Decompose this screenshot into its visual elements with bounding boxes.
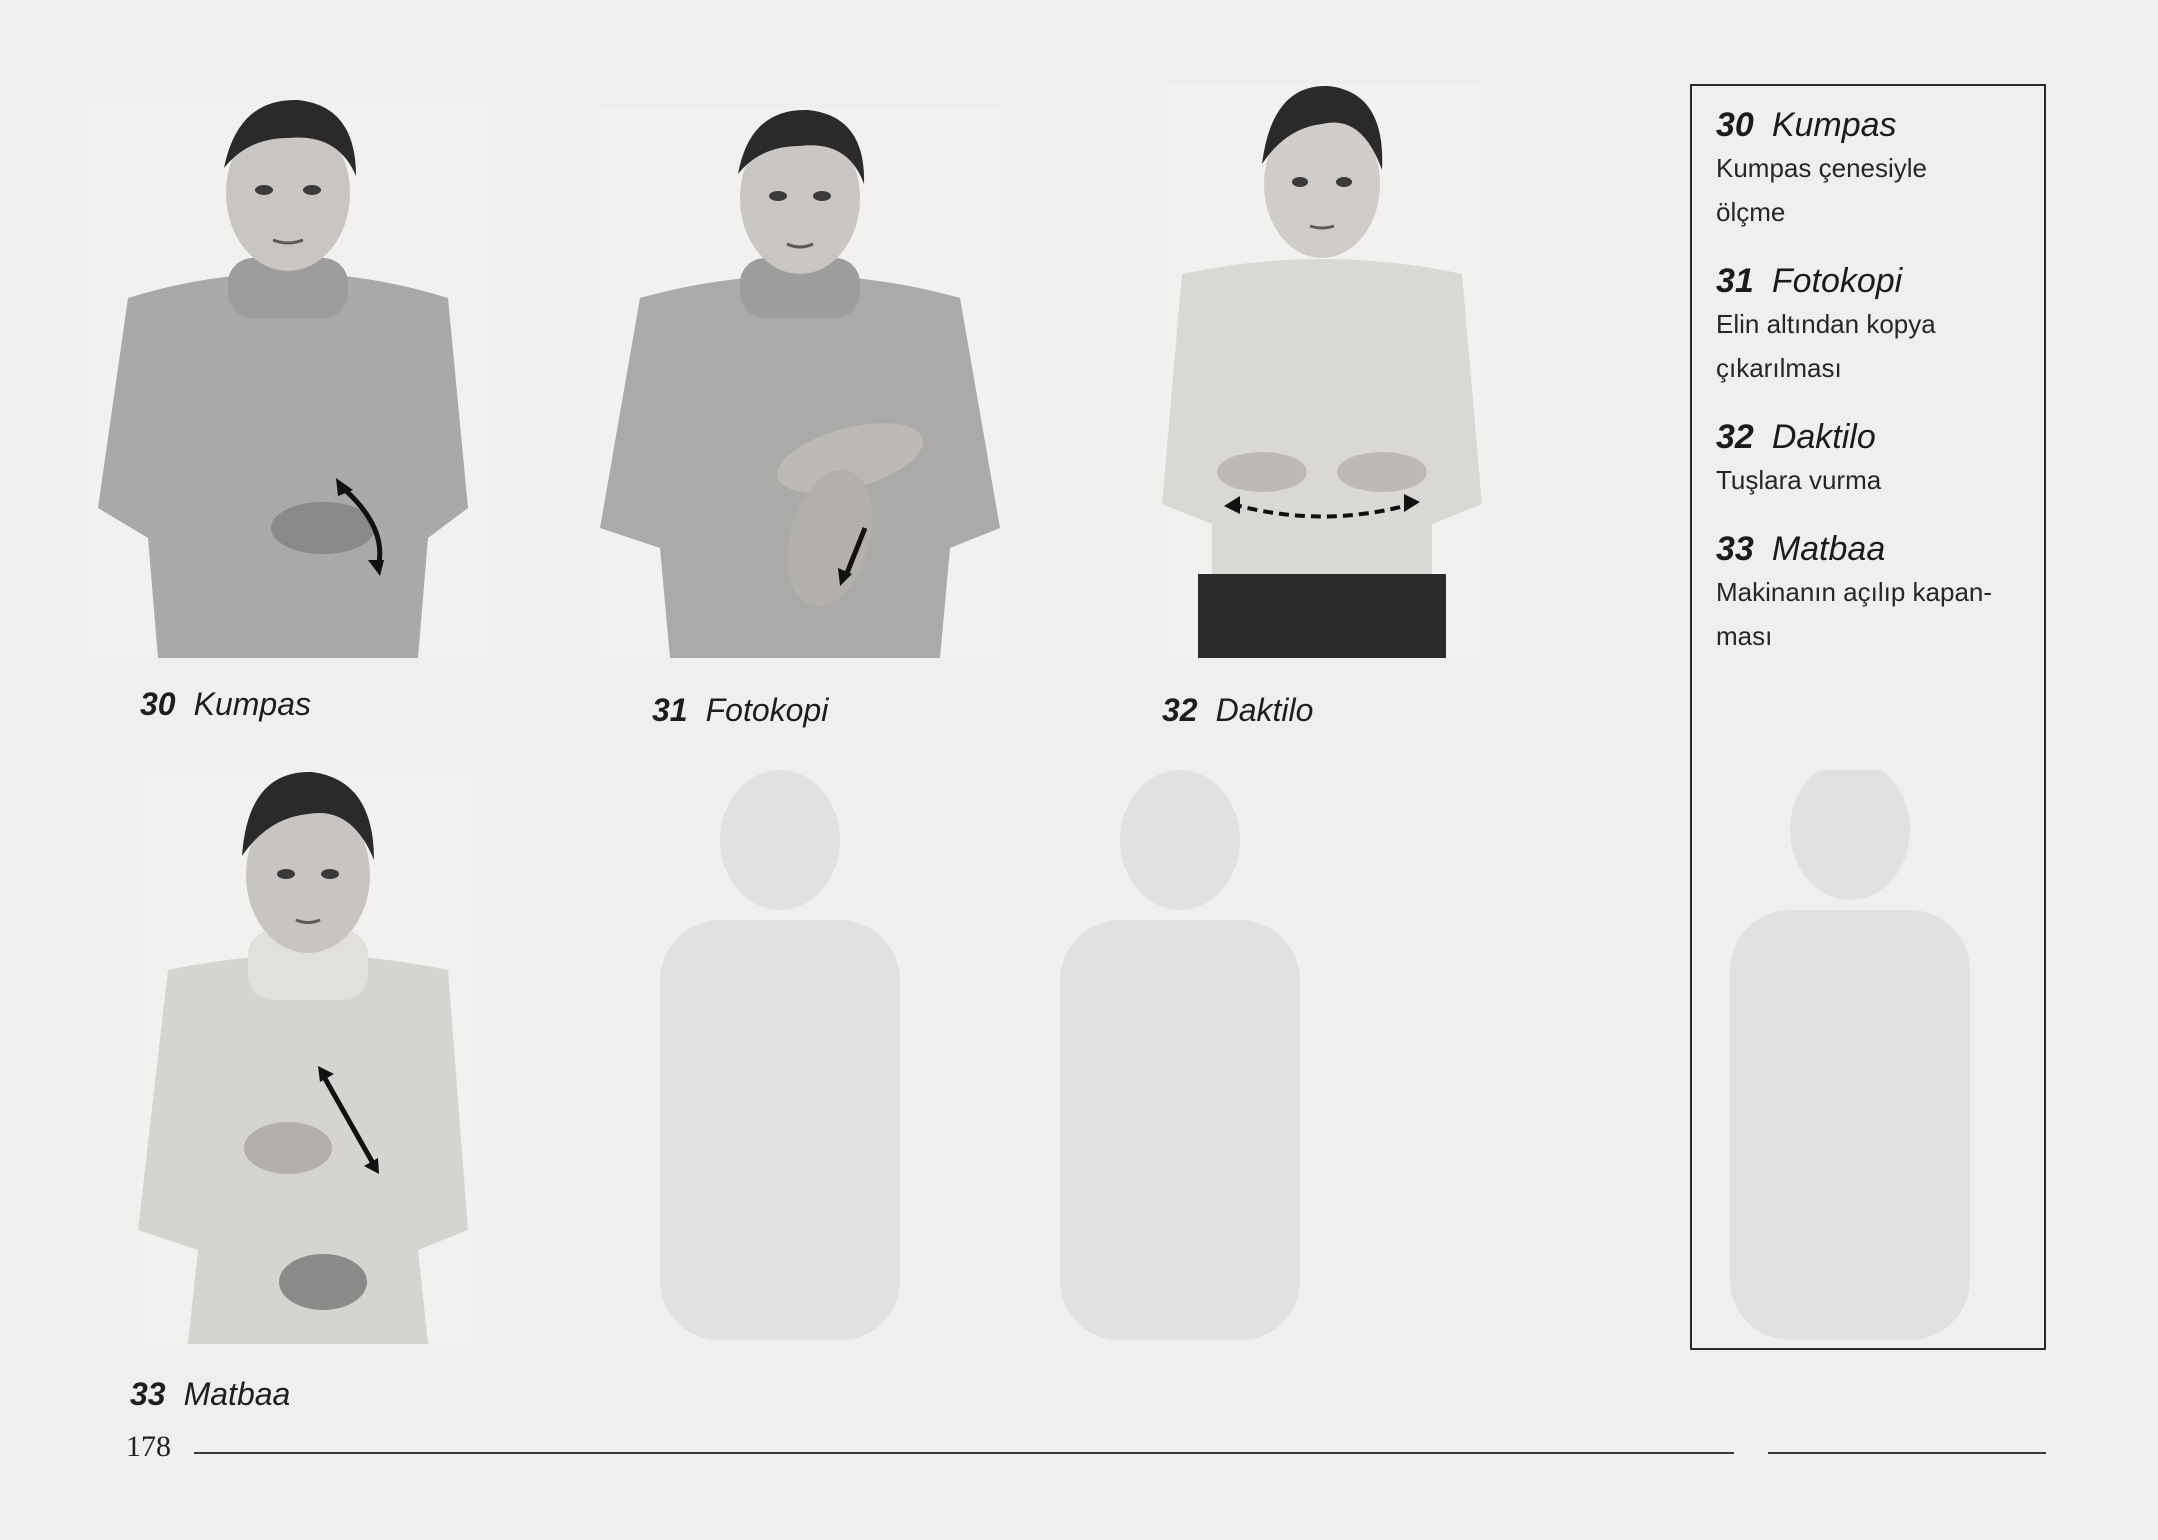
footer-rule-right xyxy=(1768,1452,2046,1454)
figure-name: Daktilo xyxy=(1215,692,1314,728)
person-sign-matbaa-image xyxy=(138,770,478,1344)
figure-name: Kumpas xyxy=(193,686,311,722)
legend-description: çıkarılması xyxy=(1716,353,1842,383)
legend-entry-matbaa xyxy=(1716,528,2020,658)
caption-fotokopi xyxy=(652,692,828,729)
figure-number: 33 xyxy=(130,1376,166,1412)
legend-description: Elin altından kopya xyxy=(1716,309,1936,339)
legend-number: 32 xyxy=(1716,418,1754,456)
legend-name: Daktilo xyxy=(1771,418,1876,456)
legend-box xyxy=(1690,84,2046,1350)
legend-entry-fotokopi xyxy=(1716,260,2020,390)
figure-name: Fotokopi xyxy=(705,692,829,728)
legend-description: Tuşlara vurma xyxy=(1716,465,1882,495)
legend-title xyxy=(1716,528,2020,570)
legend-title xyxy=(1716,416,2020,458)
legend-name: Matbaa xyxy=(1771,530,1886,568)
legend-number: 31 xyxy=(1716,262,1754,300)
figure-number: 31 xyxy=(652,692,688,728)
person-sign-daktilo-image xyxy=(1162,84,1482,658)
legend-title xyxy=(1716,104,2020,146)
legend-description: ölçme xyxy=(1716,197,1786,227)
photo-fotokopi xyxy=(600,108,1000,658)
legend-description: Kumpas çenesiyle xyxy=(1716,153,1927,183)
legend-name: Kumpas xyxy=(1771,106,1897,144)
figure-number: 30 xyxy=(140,686,176,722)
legend-number: 30 xyxy=(1716,106,1754,144)
caption-daktilo xyxy=(1162,692,1313,729)
caption-matbaa xyxy=(130,1376,290,1413)
page-number: 178 xyxy=(126,1430,171,1463)
footer-rule-left xyxy=(194,1452,1734,1454)
legend-description: Makinanın açılıp kapan- xyxy=(1716,577,1993,607)
legend-entry-daktilo xyxy=(1716,416,2020,502)
photo-matbaa xyxy=(138,770,478,1344)
legend-description: ması xyxy=(1716,621,1773,651)
photo-daktilo xyxy=(1162,84,1482,658)
person-sign-kumpas-image xyxy=(88,98,488,658)
figure-name: Matbaa xyxy=(183,1376,291,1412)
figure-number: 32 xyxy=(1162,692,1198,728)
caption-kumpas xyxy=(140,686,311,723)
legend-title xyxy=(1716,260,2020,302)
legend-name: Fotokopi xyxy=(1771,262,1903,300)
person-sign-fotokopi-image xyxy=(600,108,1000,658)
legend-entry-kumpas xyxy=(1716,104,2020,234)
photo-kumpas xyxy=(88,98,488,658)
legend-number: 33 xyxy=(1716,530,1754,568)
